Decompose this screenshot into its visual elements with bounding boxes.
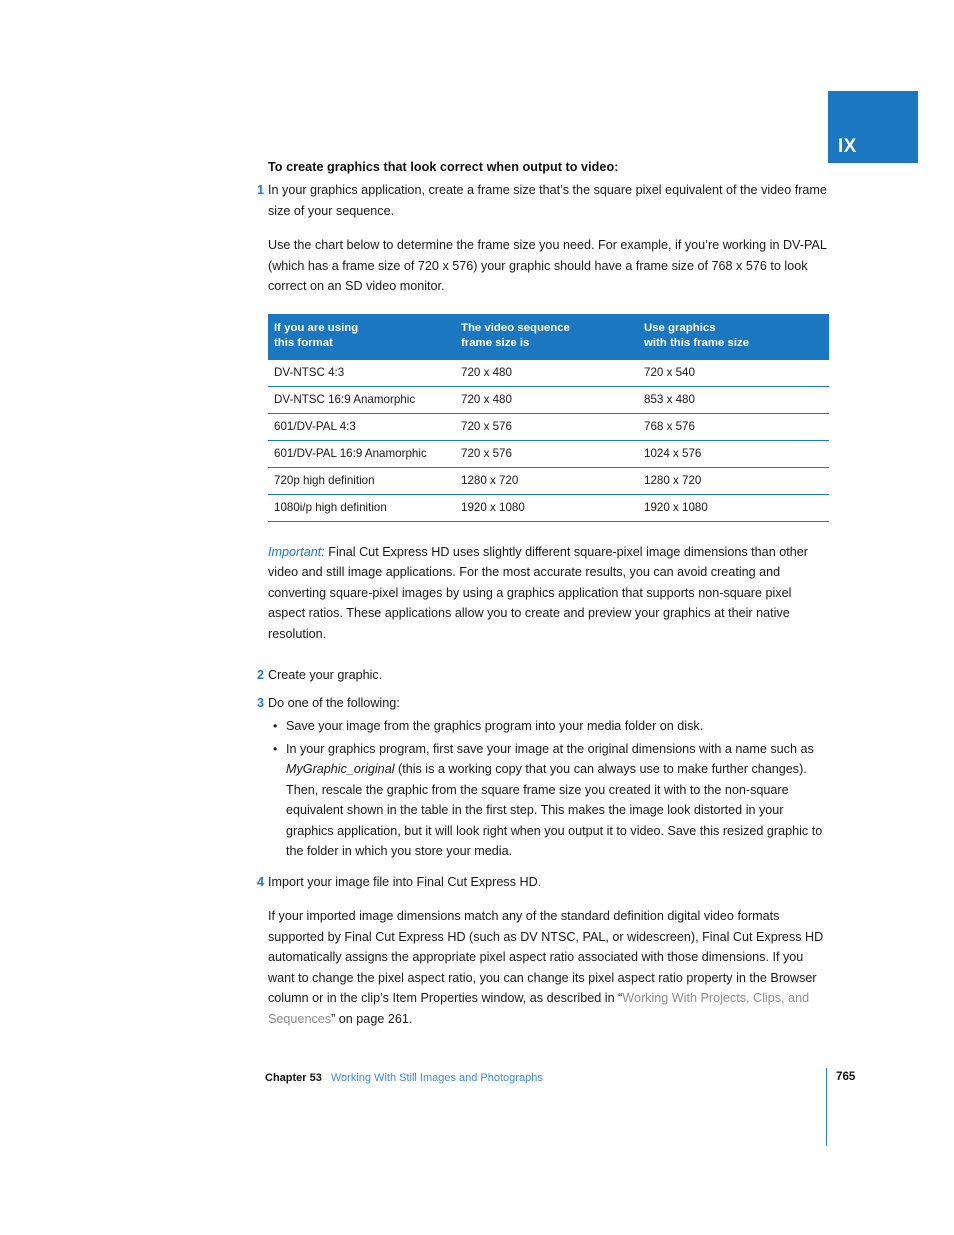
step-body: [268, 872, 830, 1030]
bullet-text-pre: In your graphics program, first save your image at the original dimensions with a name such as: [286, 741, 814, 756]
step-text: Import your image file into Final Cut Express HD.: [268, 874, 542, 889]
step-3-bullet-list: [272, 716, 830, 862]
cell-graphics-size: 720 x 540: [644, 360, 829, 387]
cell-format: 1080i/p high definition: [268, 494, 461, 521]
bullet-text-post: (this is a working copy that you can always use to make further changes). Then, rescale the graphic from the square frame size you created it with to the non-square equivalent shown in the table in the first step. This makes the image look distorted in your graphics application, but it will look right when you output it to video. Save this resized graphic to the folder in which you store your media.: [286, 762, 823, 858]
cell-graphics-size: 768 x 576: [644, 413, 829, 440]
part-tab-label: IX: [838, 136, 857, 157]
cell-graphics-size: 1280 x 720: [644, 467, 829, 494]
step-text: Do one of the following:: [268, 695, 400, 710]
column-header-sequence-size-line1: The video sequence: [461, 321, 570, 334]
cell-format: 601/DV-PAL 16:9 Anamorphic: [268, 440, 461, 467]
table-header-row: [268, 314, 829, 360]
cell-format: DV-NTSC 16:9 Anamorphic: [268, 386, 461, 413]
cell-sequence-size: 1920 x 1080: [461, 494, 644, 521]
important-note: [268, 542, 830, 645]
column-header-graphics-size-line2: with this frame size: [644, 337, 750, 349]
cross-reference-link[interactable]: Working With Projects, Clips, and Sequences: [268, 991, 810, 1026]
footer-divider: [826, 1068, 827, 1146]
page-footer: [265, 1070, 865, 1086]
step-4: [250, 872, 830, 1030]
footer-chapter-title: Working With Still Images and Photographs: [330, 1072, 543, 1084]
frame-size-table: [268, 314, 829, 522]
important-note-paragraph: [268, 542, 830, 645]
important-label: Important:: [268, 544, 325, 559]
cell-graphics-size: 1024 x 576: [644, 440, 829, 467]
cell-sequence-size: 720 x 480: [461, 386, 644, 413]
page-number: 765: [836, 1070, 856, 1083]
step-followup-text: [268, 906, 830, 1029]
footer-chapter-number: Chapter 53: [265, 1072, 322, 1084]
table-row: [268, 467, 829, 494]
list-item: [272, 716, 830, 737]
table-row: [268, 360, 829, 387]
important-text: Final Cut Express HD uses slightly different square-pixel image dimensions than other video and still image applications. For the most accurate results, you can avoid creating and converting square-pixel images by using a graphics application that supports non-square pixel aspect ratios. These applications allow you to create and preview your graphics at their native resolution.: [268, 544, 808, 641]
column-header-graphics-size-line1: Use graphics: [644, 321, 716, 334]
frame-size-table-wrapper: [268, 314, 829, 522]
step-number: 4: [256, 874, 264, 889]
followup-text-pre: If your imported image dimensions match any of the standard definition digital video formats supported by Final Cut Express HD (such as DV NTSC, PAL, or widescreen), Final Cut Express HD automatically assigns the appropriate pixel aspect ratio associated with those dimensions. If you want to change the pixel aspect ratio, you can change its pixel aspect ratio property in the Browser column or in the clip’s Item Properties window, as described in “: [268, 909, 824, 1005]
step-number: 3: [256, 695, 264, 710]
list-item: [272, 739, 830, 862]
column-header-format: [268, 314, 461, 360]
column-header-sequence-size: [461, 314, 644, 360]
bullet-text-italic: MyGraphic_original: [286, 762, 395, 776]
cell-sequence-size: 720 x 480: [461, 360, 644, 387]
cell-sequence-size: 720 x 576: [461, 440, 644, 467]
step-number: 2: [256, 668, 264, 682]
step-1: [250, 180, 830, 297]
cell-format: 720p high definition: [268, 467, 461, 494]
cell-sequence-size: 1280 x 720: [461, 467, 644, 494]
table-body: [268, 360, 829, 522]
cell-format: DV-NTSC 4:3: [268, 360, 461, 387]
column-header-format-line1: If you are using: [274, 321, 359, 334]
cell-graphics-size: 1920 x 1080: [644, 494, 829, 521]
step-2: [250, 665, 830, 686]
table-row: [268, 440, 829, 467]
column-header-graphics-size: [644, 314, 829, 360]
table-head: [268, 314, 829, 360]
step-text: In your graphics application, create a frame size that’s the square pixel equivalent of the video frame size of your sequence.: [268, 183, 827, 218]
table-row: [268, 386, 829, 413]
cell-sequence-size: 720 x 576: [461, 413, 644, 440]
step-text: Create your graphic.: [268, 668, 383, 682]
table-row: [268, 494, 829, 521]
followup-text-post: ” on page 261.: [331, 1011, 413, 1026]
step-number: 1: [256, 183, 264, 197]
column-header-sequence-size-line2: frame size is: [461, 337, 530, 349]
cell-format: 601/DV-PAL 4:3: [268, 413, 461, 440]
step-body: [268, 665, 830, 686]
step-body: [268, 693, 830, 714]
table-row: [268, 413, 829, 440]
page-content: [250, 160, 830, 1031]
step-followup-text: Use the chart below to determine the frame size you need. For example, if you’re working in DV-PAL (which has a frame size of 720 x 576) your graphic should have a frame size of 768 x 576 to look correct on an SD video monitor.: [268, 238, 827, 293]
bullet-text: Save your image from the graphics program into your media folder on disk.: [286, 719, 704, 733]
column-header-format-line2: this format: [274, 337, 333, 349]
part-tab: [828, 91, 918, 163]
step-body: [268, 180, 830, 297]
cell-graphics-size: 853 x 480: [644, 386, 829, 413]
step-3: [250, 693, 830, 714]
procedure-heading: To create graphics that look correct when output to video:: [268, 160, 619, 174]
spacer: [250, 644, 830, 651]
